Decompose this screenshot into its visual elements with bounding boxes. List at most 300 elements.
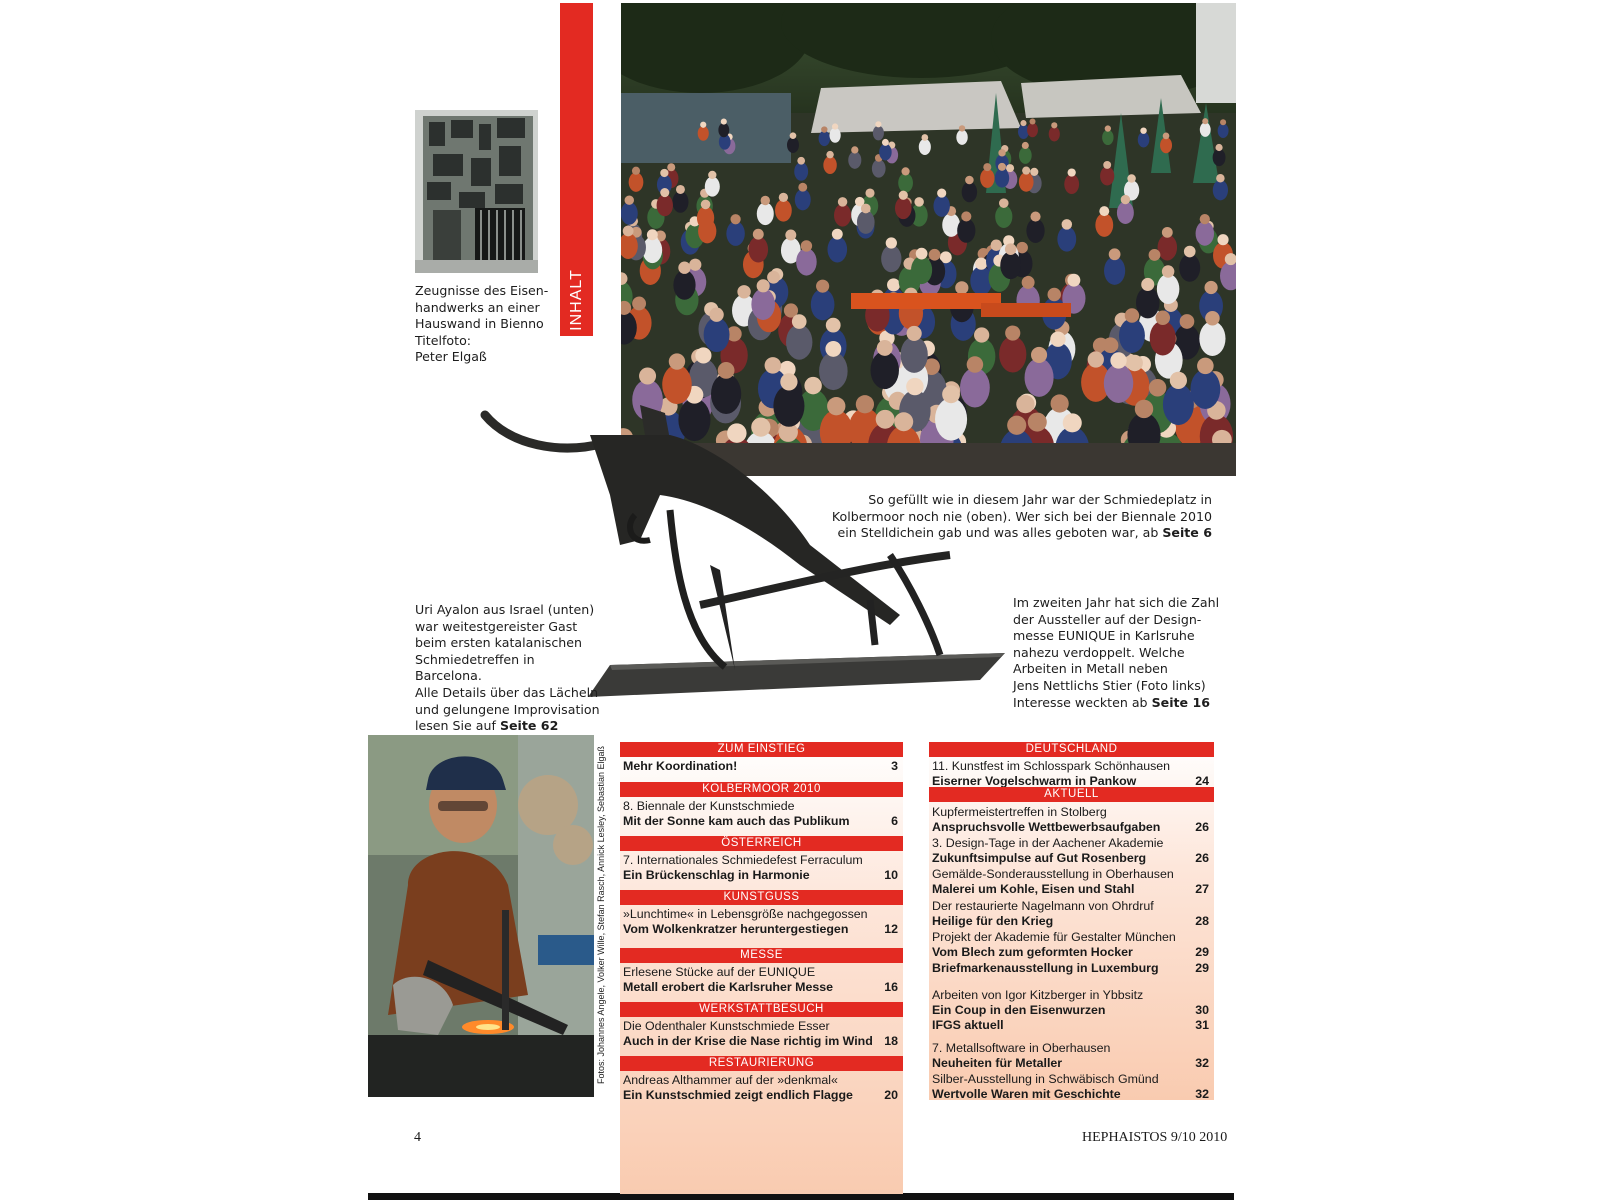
toc-section-header: ÖSTERREICH bbox=[620, 836, 903, 851]
kolbermoor-caption: So gefüllt wie in diesem Jahr war der Schmiedeplatz in Kolbermoor noch nie (oben). Wer sich bei der Biennale 2010 ein Stelldichein gab und was alles geboten war, ab Seite 6 bbox=[831, 492, 1212, 541]
crowd-person-body bbox=[757, 202, 774, 225]
toc-entry-page: 30 bbox=[1195, 1002, 1209, 1017]
eunique-page-ref[interactable]: Seite 16 bbox=[1151, 694, 1210, 710]
crowd-person-head bbox=[730, 214, 740, 224]
crowd-person-body bbox=[1102, 130, 1113, 145]
toc-entry[interactable] bbox=[932, 930, 1209, 959]
crowd-person-head bbox=[1016, 395, 1034, 413]
crowd-person-head bbox=[865, 188, 874, 197]
page-edge bbox=[368, 1193, 1234, 1200]
crowd-person-body bbox=[705, 177, 720, 197]
crowd-person-body bbox=[1179, 254, 1200, 282]
crowd-person-body bbox=[834, 204, 851, 227]
eunique-caption: Im zweiten Jahr hat sich die Zahl der Aussteller auf der Design- messe EUNIQUE in Karlsruhe nahezu verdoppelt. Welche Arbeiten in Metall neben Jens Nettlichs Stier (Foto links) Interesse weckten ab Seite 16 bbox=[1013, 595, 1220, 710]
toc-entry-topic: 11. Kunstfest im Schlosspark Schönhausen bbox=[932, 759, 1171, 773]
toc-entry-topic: Silber-Ausstellung in Schwäbisch Gmünd bbox=[932, 1072, 1159, 1086]
crowd-person-body bbox=[1213, 180, 1228, 200]
crowd-person-body bbox=[775, 199, 792, 221]
crowd-person-body bbox=[1190, 369, 1220, 409]
crowd-person-head bbox=[916, 248, 928, 260]
toc-entry-page: 10 bbox=[884, 867, 898, 882]
crowd-person-head bbox=[1030, 119, 1036, 125]
crowd-person-body bbox=[697, 206, 714, 229]
toc-entry-topic: Der restaurierte Nagelmann von Ohrdruf bbox=[932, 899, 1154, 913]
toc-entry-title: Eiserner Vogelschwarm in Pankow bbox=[932, 773, 1137, 788]
page-number: 4 bbox=[414, 1130, 421, 1145]
crowd-person-head bbox=[708, 171, 716, 179]
toc-entry-page: 3 bbox=[891, 759, 898, 773]
crowd-person-head bbox=[887, 278, 900, 291]
crowd-person-head bbox=[1103, 161, 1111, 169]
crowd-person-head bbox=[709, 307, 723, 321]
crowd-person-head bbox=[1068, 168, 1076, 176]
crowd-person-head bbox=[700, 122, 706, 128]
crowd-person-head bbox=[767, 271, 780, 284]
crowd-person-head bbox=[1215, 144, 1222, 151]
crowd-person-head bbox=[1162, 265, 1175, 278]
crowd-person-head bbox=[1141, 278, 1154, 291]
crowd-person-head bbox=[632, 297, 646, 311]
crowd-person-head bbox=[1062, 219, 1072, 229]
crowd-person-body bbox=[726, 221, 744, 246]
toc-entry-title: Zukunftsimpulse auf Gut Rosenberg bbox=[932, 850, 1147, 865]
crowd-person-head bbox=[1204, 281, 1217, 294]
toc-entry-title: Neuheiten für Metaller bbox=[932, 1055, 1063, 1070]
crowd-person-body bbox=[1027, 123, 1038, 137]
toc-entry-topic: »Lunchtime« in Lebensgröße nachgegossen bbox=[623, 907, 868, 921]
toc-entry[interactable] bbox=[932, 1041, 1209, 1070]
toc-entry[interactable] bbox=[932, 867, 1209, 896]
crowd-person-head bbox=[804, 377, 821, 394]
crowd-person-body bbox=[962, 182, 977, 203]
crowd-person-body bbox=[1026, 219, 1044, 243]
crowd-person-body bbox=[673, 270, 695, 300]
crowd-person-head bbox=[1105, 125, 1111, 131]
toc-entry-title: Mehr Koordination! bbox=[623, 759, 738, 773]
crowd-person-head bbox=[861, 204, 871, 214]
crowd-person-body bbox=[1213, 149, 1226, 166]
crowd-person-body bbox=[995, 205, 1012, 228]
crowd-person-body bbox=[786, 324, 812, 359]
toc-entry-page: 16 bbox=[884, 979, 898, 994]
crowd-person-head bbox=[1022, 142, 1029, 149]
crowd-person-head bbox=[1110, 352, 1126, 368]
crowd-person-head bbox=[914, 197, 924, 207]
crowd-person-head bbox=[899, 191, 908, 200]
crowd-person-head bbox=[1202, 118, 1208, 124]
crowd-person-head bbox=[667, 163, 675, 171]
toc-entry-title: Metall erobert die Karlsruher Messe bbox=[623, 979, 834, 994]
crowd-person-body bbox=[857, 210, 875, 234]
crowd-person-head bbox=[798, 183, 807, 192]
crowd-person-body bbox=[911, 256, 932, 284]
bienno-caption: Zeugnisse des Eisen- handwerks an einer Hauswand in Bienno Titelfoto: Peter Elgaß bbox=[415, 283, 549, 365]
crowd-person-body bbox=[957, 218, 975, 242]
crowd-person-head bbox=[1163, 133, 1170, 140]
crowd-person-body bbox=[956, 130, 967, 145]
crowd-person-head bbox=[877, 340, 893, 356]
crowd-person-body bbox=[999, 336, 1026, 372]
toc-entry[interactable] bbox=[623, 799, 898, 828]
crowd-person-head bbox=[1103, 337, 1119, 353]
crowd-person-head bbox=[695, 347, 711, 363]
crowd-person-head bbox=[826, 151, 833, 158]
crowd-person-head bbox=[999, 198, 1009, 208]
crowd-person-head bbox=[765, 357, 782, 374]
crowd-person-head bbox=[1005, 243, 1017, 255]
crowd-person-body bbox=[870, 351, 898, 389]
crowd-person-head bbox=[689, 259, 701, 271]
crowd-person-body bbox=[796, 248, 817, 275]
crowd-person-head bbox=[942, 385, 960, 403]
crowd-person-head bbox=[1099, 206, 1109, 216]
crowd-person-body bbox=[1157, 274, 1180, 304]
crowd-person-head bbox=[998, 163, 1006, 171]
crowd-person-body bbox=[1019, 147, 1032, 164]
photo-credit: Fotos: Johannes Angele, Volker Wille, Stefan Rasch, Annick Lesley, Sebastian Elgaß bbox=[596, 745, 606, 1085]
crowd-person-body bbox=[698, 126, 709, 141]
toc-entry-page: 26 bbox=[1195, 850, 1209, 865]
crowd-person-head bbox=[1149, 379, 1167, 397]
crowd-person-head bbox=[998, 149, 1005, 156]
crowd-person-head bbox=[1127, 174, 1135, 182]
crowd-person-body bbox=[1160, 137, 1172, 153]
toc-entry-topic: 8. Biennale der Kunstschmiede bbox=[623, 799, 795, 813]
crowd-person-head bbox=[832, 123, 838, 129]
crowd-person-head bbox=[790, 132, 797, 139]
crowd-person-body bbox=[1158, 235, 1177, 261]
toc-entry-topic: Arbeiten von Igor Kitzberger in Ybbsitz bbox=[932, 988, 1144, 1002]
crowd-person-body bbox=[827, 236, 847, 262]
crowd-person-body bbox=[1057, 226, 1076, 251]
toc-entry[interactable] bbox=[623, 1019, 898, 1048]
crowd-person-body bbox=[795, 189, 811, 210]
crowd-person-head bbox=[967, 356, 984, 373]
crowd-person-head bbox=[647, 229, 658, 240]
toc-entry[interactable] bbox=[623, 907, 898, 936]
crowd-person-body bbox=[751, 288, 775, 320]
toc-entry-page: 27 bbox=[1195, 881, 1209, 896]
crowd-person-head bbox=[1022, 167, 1030, 175]
crowd-person-head bbox=[991, 240, 1002, 251]
toc-entry-topic: Erlesene Stücke auf der EUNIQUE bbox=[623, 965, 816, 979]
toc-entry-title: Malerei um Kohle, Eisen und Stahl bbox=[932, 881, 1135, 896]
toc-section-header: RESTAURIERUNG bbox=[620, 1056, 903, 1071]
crowd-person-body bbox=[1199, 321, 1225, 356]
crowd-person-head bbox=[875, 121, 881, 127]
crowd-person-body bbox=[995, 168, 1009, 187]
toc-section-header: DEUTSCHLAND bbox=[929, 742, 1214, 757]
crowd-person-head bbox=[1140, 127, 1146, 133]
crowd-person-head bbox=[785, 230, 796, 241]
crowd-person-head bbox=[1217, 234, 1228, 245]
crowd-person-body bbox=[823, 156, 836, 174]
crowd-person-head bbox=[660, 188, 669, 197]
toc-entry-page: 28 bbox=[1195, 913, 1209, 928]
toc-entry[interactable] bbox=[932, 1018, 1209, 1033]
crowd-person-head bbox=[1007, 416, 1026, 435]
toc-entry-topic: Andreas Althammer auf der »denkmal« bbox=[623, 1073, 838, 1087]
toc-section-header: WERKSTATTBESUCH bbox=[620, 1002, 903, 1017]
toc-section-header: KOLBERMOOR 2010 bbox=[620, 782, 903, 797]
toc-entry-title: IFGS aktuell bbox=[932, 1018, 1004, 1032]
toc-entry-topic: 7. Internationales Schmiedefest Ferraculum bbox=[623, 853, 863, 867]
crowd-person-head bbox=[753, 229, 764, 240]
ayalon-page-ref[interactable]: Seite 62 bbox=[499, 718, 559, 734]
crowd-person-head bbox=[1184, 246, 1196, 258]
crowd-person-head bbox=[1126, 355, 1142, 371]
toc-entry-page: 32 bbox=[1195, 1086, 1209, 1101]
crowd-person-head bbox=[1121, 195, 1130, 204]
toc-entry-title: Wertvolle Waren mit Geschichte bbox=[932, 1086, 1121, 1101]
toc-entry-page: 12 bbox=[884, 921, 898, 936]
crowd-person-head bbox=[851, 146, 858, 153]
crowd-person-head bbox=[937, 189, 946, 198]
crowd-person-body bbox=[872, 159, 886, 177]
crowd-person-head bbox=[625, 195, 634, 204]
toc-entry-title: Auch in der Krise die Nase richtig im Wind bbox=[623, 1033, 873, 1048]
crowd-person-head bbox=[1135, 400, 1153, 418]
toc-entry-title: Vom Wolkenkratzer heruntergestiegen bbox=[623, 921, 849, 936]
crowd-person-body bbox=[787, 137, 799, 153]
crowd-person-head bbox=[975, 258, 987, 270]
crowd-person-head bbox=[1016, 242, 1027, 253]
toc-entry-title: Ein Brückenschlag in Harmonie bbox=[623, 867, 810, 882]
crowd-person-head bbox=[1197, 358, 1214, 375]
crowd-person-head bbox=[907, 326, 922, 341]
crowd-person-head bbox=[780, 373, 797, 390]
crowd-person-body bbox=[1163, 384, 1194, 425]
crowd-person-body bbox=[1117, 201, 1134, 224]
crowd-person-body bbox=[819, 131, 830, 146]
toc-entry-title: Vom Blech zum geformten Hocker bbox=[932, 944, 1133, 959]
crowd-person-head bbox=[825, 341, 841, 357]
toc-section-header: KUNSTGUSS bbox=[620, 890, 903, 905]
crowd-person-head bbox=[1205, 311, 1220, 326]
crowd-person-head bbox=[779, 193, 788, 202]
toc-entry-page: 24 bbox=[1195, 773, 1209, 788]
crowd-person-head bbox=[701, 200, 711, 210]
crowd-person-head bbox=[832, 229, 843, 240]
toc-entry[interactable] bbox=[932, 805, 1209, 834]
crowd-person-head bbox=[801, 240, 812, 251]
crowd-person-head bbox=[1005, 325, 1020, 340]
toc-entry-page: 20 bbox=[884, 1087, 898, 1102]
crowd-person-head bbox=[816, 280, 829, 293]
crowd-person-head bbox=[965, 176, 974, 185]
crowd-person-body bbox=[980, 169, 994, 188]
crowd-person-head bbox=[906, 378, 923, 395]
toc-entry-topic: Kupfermeistertreffen in Stolberg bbox=[932, 805, 1107, 819]
toc-entry-page: 18 bbox=[884, 1033, 898, 1048]
ayalon-caption: Uri Ayalon aus Israel (unten) war weitestgereister Gast beim ersten katalanischen Schmiedetreffen in Barcelona. Alle Details über das Lächeln und gelungene Improvisation lesen Sie auf Seite 62 bbox=[415, 602, 600, 734]
crowd-person-body bbox=[1095, 213, 1113, 237]
crowd-person-head bbox=[676, 185, 685, 194]
crowd-person-head bbox=[1031, 347, 1047, 363]
crowd-person-body bbox=[748, 236, 768, 262]
crowd-person-head bbox=[1109, 248, 1121, 260]
toc-entry-page: 29 bbox=[1195, 961, 1209, 975]
crowd-person-body bbox=[1000, 251, 1021, 279]
crowd-person-head bbox=[660, 169, 668, 177]
crowd-person-body bbox=[848, 151, 861, 168]
crowd-person-head bbox=[797, 157, 805, 165]
crowd-person-head bbox=[1216, 174, 1224, 182]
bienno-photo bbox=[415, 110, 538, 273]
toc-entry[interactable] bbox=[932, 988, 1209, 1017]
crowd-person-body bbox=[629, 172, 644, 192]
kolbermoor-page-ref[interactable]: Seite 6 bbox=[1162, 525, 1212, 541]
crowd-person-head bbox=[959, 125, 965, 131]
crowd-person-body bbox=[718, 123, 729, 137]
crowd-person-body bbox=[662, 365, 692, 404]
crowd-person-head bbox=[1051, 122, 1057, 128]
toc-entry-title: Mit der Sonne kam auch das Publikum bbox=[623, 813, 850, 828]
toc-entry[interactable] bbox=[932, 899, 1209, 928]
crowd-person-head bbox=[1125, 308, 1139, 322]
toc-entry-page: 32 bbox=[1195, 1055, 1209, 1070]
toc-entry-page: 31 bbox=[1195, 1018, 1209, 1032]
crowd-person-body bbox=[819, 352, 848, 390]
crowd-person-body bbox=[960, 368, 990, 408]
toc-entry[interactable] bbox=[623, 965, 898, 994]
blacksmith-photo bbox=[368, 735, 594, 1097]
crowd-person-head bbox=[721, 119, 727, 125]
crowd-person-body bbox=[811, 289, 835, 321]
toc-entry[interactable] bbox=[932, 961, 1209, 976]
crowd-person-body bbox=[657, 194, 673, 216]
crowd-person-head bbox=[1067, 274, 1080, 287]
crowd-person-head bbox=[1088, 351, 1104, 367]
crowd-person-head bbox=[901, 167, 909, 175]
crowd-person-body bbox=[1218, 123, 1229, 138]
crowd-person-body bbox=[672, 191, 688, 213]
crowd-person-head bbox=[1180, 314, 1195, 329]
crowd-person-head bbox=[1063, 413, 1082, 432]
toc-entry[interactable] bbox=[623, 1073, 898, 1102]
crowd-person-body bbox=[879, 144, 891, 161]
crowd-person-body bbox=[898, 173, 913, 193]
crowd-person-body bbox=[1104, 364, 1133, 403]
crowd-person-head bbox=[1051, 394, 1069, 412]
crowd-person-body bbox=[1025, 358, 1054, 397]
crowd-person-head bbox=[623, 226, 634, 237]
crowd-person-head bbox=[1047, 288, 1061, 302]
toc-entry[interactable] bbox=[932, 836, 1209, 865]
crowd-person-body bbox=[895, 197, 912, 219]
crowd-person-body bbox=[704, 318, 730, 352]
toc-entry-title: Heilige für den Krieg bbox=[932, 913, 1054, 928]
crowd-person-head bbox=[1050, 331, 1065, 346]
crowd-person-head bbox=[974, 327, 989, 342]
crowd-person-head bbox=[983, 163, 991, 171]
crowd-person-head bbox=[761, 196, 770, 205]
crowd-person-head bbox=[1030, 211, 1040, 221]
crowd-person-head bbox=[1156, 310, 1171, 325]
crowd-person-body bbox=[942, 213, 960, 237]
crowd-person-body bbox=[1138, 132, 1150, 147]
crowd-person-head bbox=[1028, 413, 1047, 432]
crowd-person-body bbox=[829, 128, 840, 143]
crowd-person-body bbox=[1200, 122, 1211, 136]
toc-entry-topic: 7. Metallsoftware in Oberhausen bbox=[932, 1041, 1111, 1055]
toc-entry-page: 26 bbox=[1195, 819, 1209, 834]
inhalt-label: INHALT bbox=[567, 269, 585, 331]
crowd-person-head bbox=[955, 281, 968, 294]
crowd-person-head bbox=[1170, 372, 1187, 389]
crowd-person-body bbox=[933, 195, 949, 217]
crowd-person-head bbox=[639, 368, 656, 385]
crowd-person-head bbox=[718, 362, 735, 379]
toc-entry-topic: 3. Design-Tage in der Aachener Akademie bbox=[932, 836, 1164, 850]
magazine-issue: HEPHAISTOS 9/10 2010 bbox=[1082, 1130, 1228, 1145]
toc-entry[interactable] bbox=[623, 759, 898, 774]
crowd-person-body bbox=[873, 126, 884, 141]
crowd-person-head bbox=[1162, 227, 1173, 238]
crowd-person-body bbox=[1136, 287, 1160, 318]
crowd-person-head bbox=[821, 126, 827, 132]
crowd-person-body bbox=[794, 162, 808, 181]
crowd-person-body bbox=[881, 245, 901, 272]
crowd-person-body bbox=[1196, 221, 1214, 246]
crowd-person-head bbox=[826, 318, 841, 333]
crowd-person-head bbox=[757, 279, 770, 292]
crowd-person-body bbox=[1119, 318, 1145, 353]
crowd-person-head bbox=[886, 237, 897, 248]
crowd-person-head bbox=[678, 262, 690, 274]
toc-entry-page: 29 bbox=[1195, 944, 1209, 959]
toc-entry-topic: Die Odenthaler Kunstschmiede Esser bbox=[623, 1019, 830, 1033]
toc-entry-title: Anspruchsvolle Wettbewerbsaufgaben bbox=[932, 819, 1161, 834]
toc-section-header: MESSE bbox=[620, 948, 903, 963]
toc-entry-title: Ein Coup in den Eisenwurzen bbox=[932, 1002, 1106, 1017]
crowd-person-body bbox=[900, 336, 927, 372]
toc-section-header: AKTUELL bbox=[929, 787, 1214, 802]
toc-entry[interactable] bbox=[623, 853, 898, 882]
toc-entry-page: 6 bbox=[891, 813, 898, 828]
crowd-person-head bbox=[792, 314, 807, 329]
crowd-person-head bbox=[838, 197, 848, 207]
toc-entry-title: Ein Kunstschmied zeigt endlich Flagge bbox=[623, 1087, 853, 1102]
crowd-person-body bbox=[1100, 167, 1114, 186]
toc-entry[interactable] bbox=[932, 1072, 1209, 1101]
crowd-person-head bbox=[737, 285, 750, 298]
crowd-person-body bbox=[1049, 127, 1060, 142]
toc-entry[interactable] bbox=[932, 759, 1209, 788]
crowd-person-body bbox=[1104, 257, 1125, 285]
crowd-person-head bbox=[1020, 120, 1026, 126]
crowd-person-head bbox=[1006, 164, 1014, 172]
crowd-person-body bbox=[1064, 174, 1079, 194]
crowd-person-head bbox=[929, 249, 941, 261]
crowd-person-head bbox=[961, 211, 971, 221]
crowd-person-body bbox=[1150, 321, 1176, 356]
crowd-person-head bbox=[669, 353, 685, 369]
toc-entry-topic: Projekt der Akademie für Gestalter München bbox=[932, 930, 1176, 944]
crowd-person-body bbox=[621, 202, 638, 225]
crowd-person-head bbox=[882, 139, 889, 146]
crowd-person-head bbox=[1200, 214, 1210, 224]
crowd-person-head bbox=[1030, 168, 1038, 176]
crowd-person-head bbox=[921, 134, 928, 141]
crowd-person-head bbox=[632, 167, 640, 175]
crowd-person-head bbox=[1220, 119, 1226, 125]
crowd-person-body bbox=[1019, 172, 1034, 192]
toc-section-header: ZUM EINSTIEG bbox=[620, 742, 903, 757]
crowd-person-head bbox=[1022, 276, 1035, 289]
crowd-person-head bbox=[1149, 249, 1161, 261]
toc-entry-title: Briefmarkenausstellung in Luxemburg bbox=[932, 961, 1159, 975]
